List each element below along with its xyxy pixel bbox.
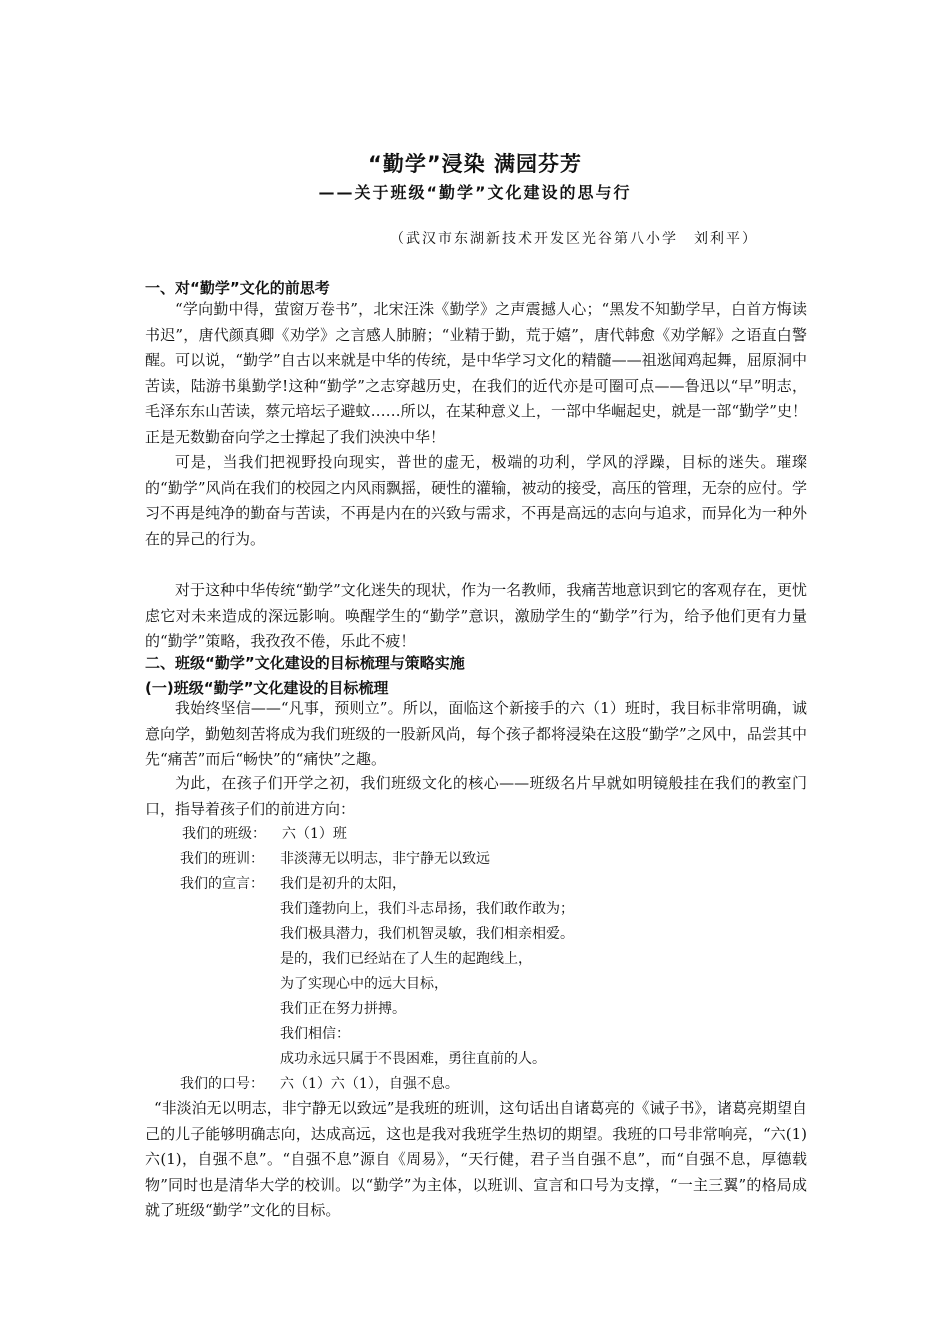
declaration-label: 我们的宣言： [180, 876, 264, 892]
slogan-label: 我们的口号： [180, 1076, 264, 1092]
section-2-closing-paragraph: “非淡泊无以明志，非宁静无以致远”是我班的班训，这句话出自诸葛亮的《诫子书》，诸葛亮期望自己的儿子能够明确志向，达成高远，这也是我对我班学生热切的期望。我班的口号非常响亮，“六(1)六(1)，自强不息”。“自强不息”源自《周易》，“天行健，君子当自强不息”，而“自强不息，厚德载物”同时也是清华大学的校训。以“勤学”为主体，以班训、宣言和口号为支撑，“一主三翼”的格局成就了班级“勤学”文化的目标。 [145, 1099, 807, 1220]
declaration-line: 我们极具潜力，我们机智灵敏，我们相亲相爱。 [280, 926, 574, 942]
class-value: 六（1）班 [282, 826, 347, 842]
document-subtitle: ——关于班级“勤学”文化建设的思与行 [318, 183, 632, 202]
motto-label: 我们的班训： [180, 851, 264, 867]
class-name-card [180, 822, 574, 1097]
section-2-heading: 二、班级“勤学”文化建设的目标梳理与策略实施 [145, 654, 465, 672]
declaration-line: 我们是初升的太阳， [280, 876, 406, 892]
declaration-line: 是的，我们已经站在了人生的起跑线上， [280, 951, 532, 967]
declaration-line: 我们相信： [280, 1026, 350, 1042]
declaration-line: 为了实现心中的远大目标， [280, 976, 448, 992]
class-label: 我们的班级： [182, 826, 266, 842]
motto-value: 非淡薄无以明志，非宁静无以致远 [280, 851, 490, 867]
section-2-paragraph-2: 为此，在孩子们开学之初，我们班级文化的核心——班级名片早就如明镜般挂在我们的教室门口，指导着孩子们的前进方向： [145, 774, 807, 818]
class-row [180, 822, 574, 847]
section-1-paragraph-3: 对于这种中华传统“勤学”文化迷失的现状，作为一名教师，我痛苦地意识到它的客观存在，更忧虑它对未来造成的深远影响。唤醒学生的“勤学”意识，激励学生的“勤学”行为，给予他们更有力量的“勤学”策略，我孜孜不倦，乐此不疲！ [145, 581, 807, 651]
declaration-line: 我们正在努力拼搏。 [280, 1001, 406, 1017]
declaration-row [180, 872, 574, 897]
section-2-subheading: (一)班级“勤学”文化建设的目标梳理 [145, 679, 389, 697]
document-title: “勤学”浸染 满园芬芳 [368, 152, 582, 176]
author-line: （武汉市东湖新技术开发区光谷第八小学 刘利平） [390, 231, 758, 247]
section-1-heading: 一、对“勤学”文化的前思考 [145, 279, 330, 297]
section-1-paragraph-2: 可是，当我们把视野投向现实，普世的虚无，极端的功利，学风的浮躁，目标的迷失。璀璨的“勤学”风尚在我们的校园之内风雨飘摇，硬性的灌输，被动的接受，高压的管理，无奈的应付。学习不再是纯净的勤奋与苦读，不再是内在的兴致与需求，不再是高远的志向与追求，而异化为一种外在的异己的行为。 [145, 453, 807, 548]
declaration-line: 成功永远只属于不畏困难，勇往直前的人。 [280, 1051, 546, 1067]
slogan-value: 六（1）六（1），自强不息。 [280, 1076, 459, 1092]
slogan-row [180, 1072, 574, 1097]
section-1-paragraph-1: “学向勤中得，萤窗万卷书”，北宋汪洙《勤学》之声震撼人心；“黑发不知勤学早，白首方悔读书迟”，唐代颜真卿《劝学》之言感人肺腑；“业精于勤，荒于嬉”，唐代韩愈《劝学解》之语直白警醒。可以说，“勤学”自古以来就是中华的传统，是中华学习文化的精髓——祖逖闻鸡起舞，屈原洞中苦读，陆游书巢勤学!这种“勤学”之志穿越历史，在我们的近代亦是可圈可点——鲁迅以“早”明志，毛泽东东山苦读，蔡元培坛子避蚊……所以，在某种意义上，一部中华崛起史，就是一部“勤学”史！正是无数勤奋向学之士撑起了我们泱泱中华！ [145, 300, 807, 446]
declaration-line: 我们蓬勃向上，我们斗志昂扬，我们敢作敢为； [280, 901, 574, 917]
section-2-paragraph-1: 我始终坚信——“凡事，预则立”。所以，面临这个新接手的六（1）班时，我目标非常明确，诚意向学，勤勉刻苦将成为我们班级的一股新风尚，每个孩子都将浸染在这股“勤学”之风中，品尝其中先“痛苦”而后“畅快”的“痛快”之趣。 [145, 699, 807, 769]
motto-row [180, 847, 574, 872]
